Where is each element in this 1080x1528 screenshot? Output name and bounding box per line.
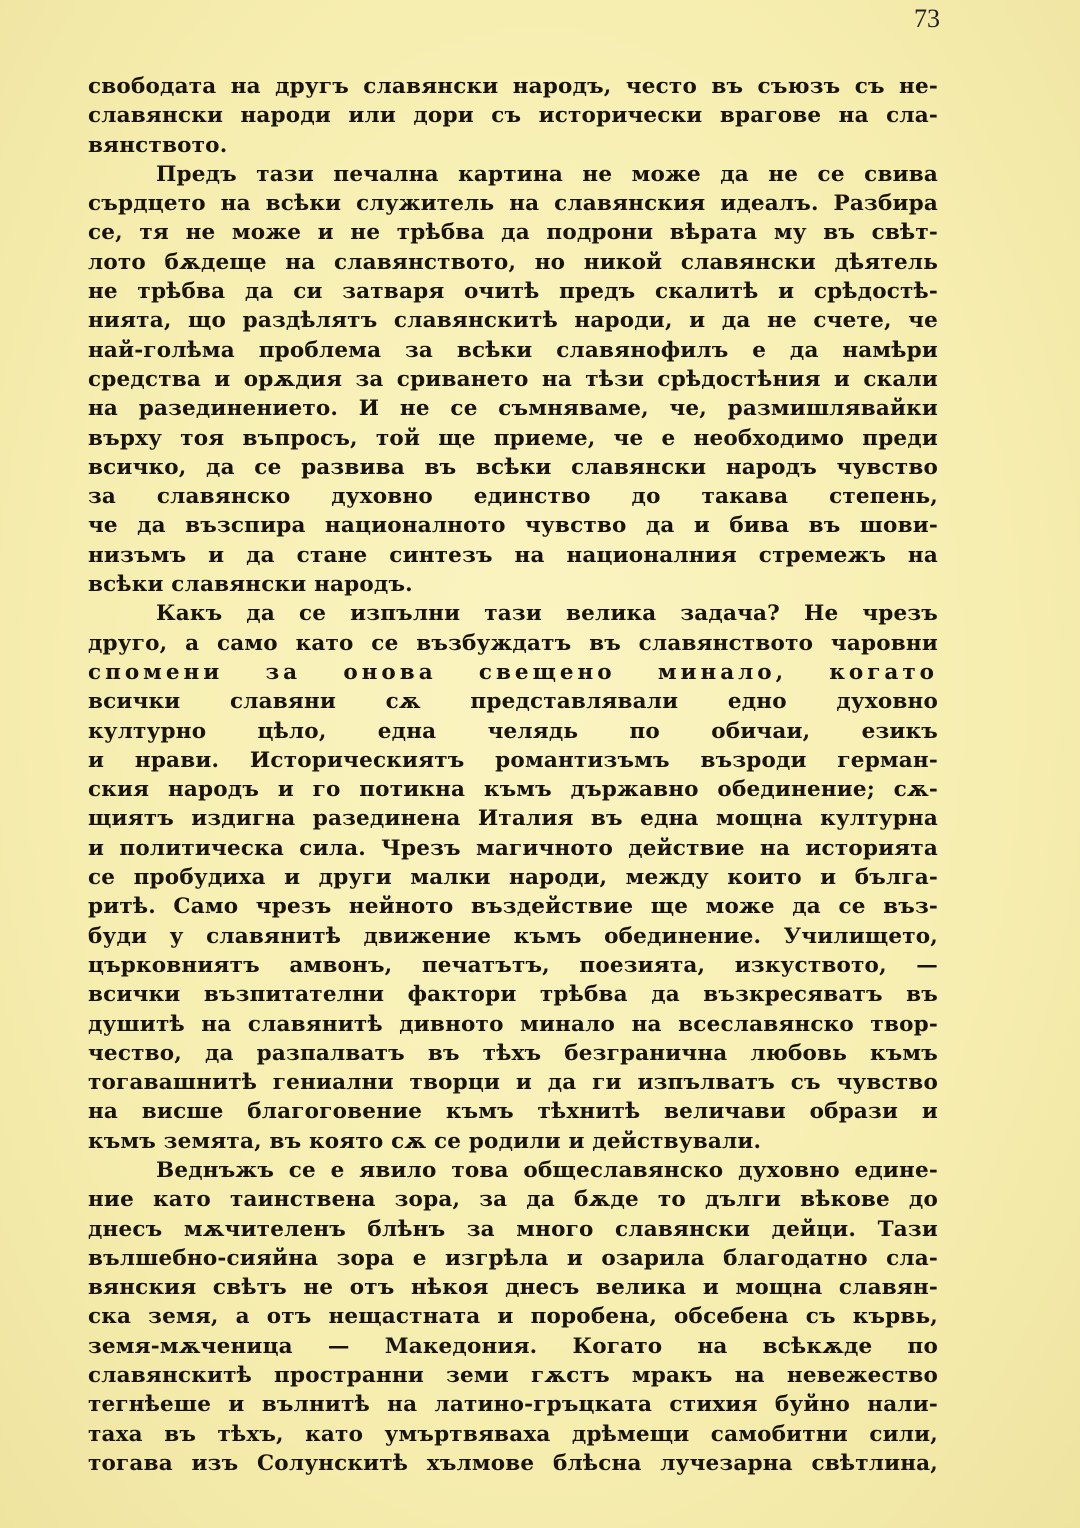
text-line: ския народъ и го потикна къмъ държавно обединение; сѫ- [88, 777, 938, 803]
text-line: върху тоя въпросъ, той ще приеме, че е необходимо преди [88, 425, 938, 451]
paragraph-start-line: Веднъжъ се е явило това общеславянско духовно едине- [156, 1157, 938, 1183]
text-line: културно цѣло, една челядь по обичаи, езикъ [88, 718, 938, 744]
text-line: всички славяни сѫ представлявали едно духовно [88, 689, 938, 715]
text-line: тегнѣеше и вълнитѣ на латино-гръцката стихия буйно нали- [88, 1392, 938, 1418]
page-number: 73 [914, 4, 940, 33]
text-line: ска земя, а отъ нещастната и поробена, обсебена съ кървь, [88, 1304, 938, 1330]
text-line: земя-мѫченица — Македония. Когато на всѣкѫде по [88, 1333, 938, 1359]
text-line: ритѣ. Само чрезъ нейното въздействие ще може да се въз- [88, 894, 938, 920]
text-line: лото бѫдеще на славянството, но никой славянски дѣятель [88, 249, 938, 275]
text-line: низъмъ и да стане синтезъ на националния стремежъ на [88, 542, 938, 568]
text-line: къмъ земята, въ която сѫ се родили и действували. [88, 1128, 762, 1154]
text-line: сърдцето на всѣки служитель на славянския идеалъ. Разбира [88, 191, 938, 217]
text-line: църковниятъ амвонъ, печатътъ, поезията, изкуството, — [88, 952, 938, 978]
text-line: свободата на другъ славянски народъ, често въ съюзъ съ не- [88, 74, 938, 99]
paragraph-start-line: Предъ тази печална картина не може да не се свива [156, 161, 938, 187]
text-line: на висше благоговение къмъ тѣхнитѣ величави образи и [88, 1099, 938, 1125]
text-line: нията, що раздѣлятъ славянскитѣ народи, и да не счете, че [88, 308, 938, 334]
text-line: щиятъ издигна разединена Италия въ една мощна културна [88, 806, 938, 832]
text-line: се, тя не може и не трѣбва да подрони вѣрата му въ свѣт- [88, 220, 938, 246]
text-line: тогавашнитѣ гениални творци и да ги изпълватъ съ чувство [88, 1070, 938, 1096]
text-line: вянския свѣтъ не отъ нѣкоя днесъ велика и мощна славян- [88, 1275, 938, 1301]
paragraph-start-line: Какъ да се изпълни тази велика задача? Не чрезъ [156, 601, 938, 627]
body-text [88, 72, 938, 1478]
text-line: не трѣбва да си затваря очитѣ предъ скалитѣ и срѣдостѣ- [88, 279, 938, 305]
text-line: за славянско духовно единство до такава степень, [88, 484, 938, 510]
text-line: вълшебно-сияйна зора е изгрѣла и озарила благодатно сла- [88, 1245, 938, 1271]
text-line: тогава изъ Солунскитѣ хълмове блѣсна лучезарна свѣтлина, [88, 1450, 938, 1476]
text-line: че да възспира националното чувство да и бива въ шови- [88, 513, 938, 539]
text-line: и нрави. Историческиятъ романтизъмъ възроди герман- [88, 747, 938, 773]
text-line: буди у славянитѣ движение къмъ обединение. Училището, [88, 923, 938, 949]
text-line: всичко, да се развива въ всѣки славянски народъ чувство [88, 454, 938, 480]
text-line: на разединението. И не се съмняваме, че, размишлявайки [88, 396, 938, 422]
text-line: ние като таинствена зора, за да бѫде то дълги вѣкове до [88, 1187, 938, 1213]
text-line: вянството. [88, 132, 228, 158]
text-line: душитѣ на славянитѣ дивното минало на всеславянско твор- [88, 1011, 938, 1037]
text-line: всички възпитателни фактори трѣбва да възкресяватъ въ [88, 982, 938, 1008]
text-line: таха въ тѣхъ, като умъртвяваха дрѣмещи самобитни сили, [88, 1421, 938, 1447]
text-line: се пробудиха и други малки народи, между които и бълга- [88, 865, 938, 891]
text-line: най-голѣма проблема за всѣки славянофилъ е да намѣри [88, 337, 938, 363]
text-line: славянски народи или дори съ исторически врагове на сла- [88, 103, 938, 129]
text-line: средства и орѫдия за сриването на тѣзи срѣдостѣния и скали [88, 366, 938, 392]
text-line: и политическа сила. Чрезъ магичното действие на историята [88, 835, 938, 861]
text-line: друго, а само като се възбуждатъ въ славянството чаровни [88, 630, 938, 656]
text-line: славянскитѣ пространни земи гѫстъ мракъ на невежество [88, 1363, 938, 1389]
text-line: днесъ мѫчителенъ блѣнъ за много славянски дейци. Тази [88, 1216, 938, 1242]
text-line: чество, да разпалватъ въ тѣхъ безгранична любовь къмъ [88, 1040, 938, 1066]
text-line: спомени за онова свещено минало, когато [88, 659, 938, 685]
text-line: всѣки славянски народъ. [88, 572, 413, 598]
